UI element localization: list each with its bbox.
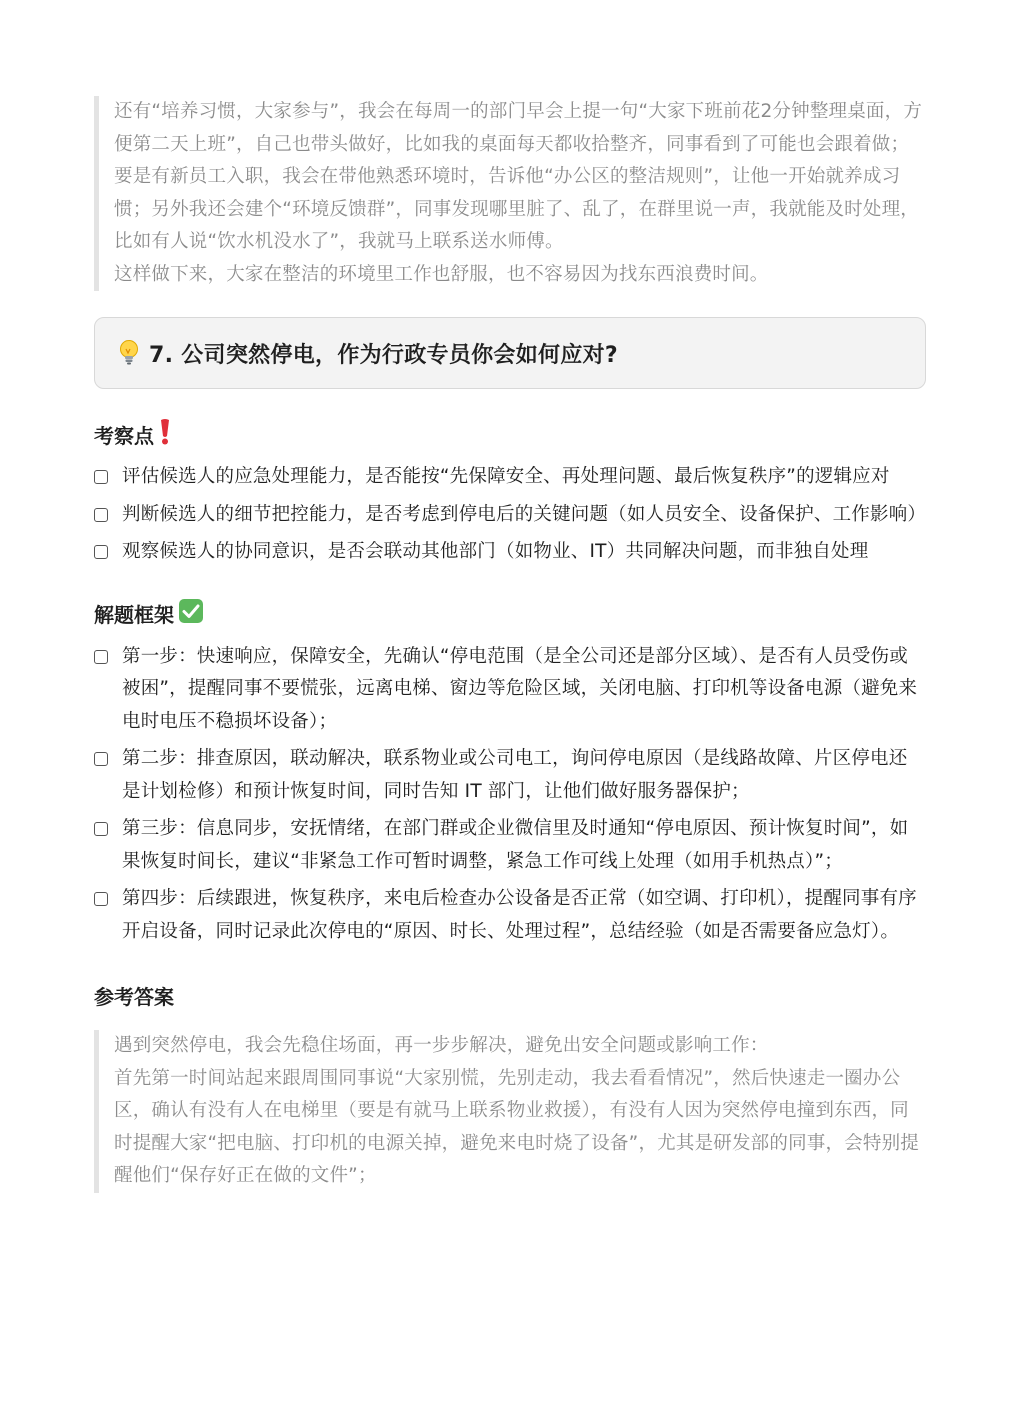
assessment-item-text: 观察候选人的协同意识，是否会联动其他部门（如物业、IT）共同解决问题，而非独自处理 [122,541,869,562]
checkbox[interactable] [94,752,108,766]
assessment-item-text: 评估候选人的应急处理能力，是否能按“先保障安全、再处理问题、最后恢复秩序”的逻辑应对 [122,466,890,487]
intro-quote-paragraph-1: 还有“培养习惯，大家参与”，我会在每周一的部门早会上提一句“大家下班前花2分钟整理桌面，方便第二天上班”，自己也带头做好，比如我的桌面每天都收拾整齐，同事看到了可能也会跟着做；要是有新员工入职，我会在带他熟悉环境时，告诉他“办公区的整洁规则”，让他一开始就养成习惯；另外我还会建个“环境反馈群”，同事发现哪里脏了、乱了，在群里说一声，我就能及时处理，比如有人说“饮水机没水了”，我就马上联系送水师傅。 [114,101,923,252]
checkbox[interactable] [94,822,108,836]
list-item [94,883,926,948]
checkbox[interactable] [94,892,108,906]
reference-paragraph-1: 遇到突然停电，我会先稳住场面，再一步步解决，避免出安全问题或影响工作： [114,1035,769,1056]
framework-item-text: 第四步：后续跟进，恢复秩序，来电后检查办公设备是否正常（如空调、打印机），提醒同事有序开启设备，同时记录此次停电的“原因、时长、处理过程”，总结经验（如是否需要备应急灯）。 [122,888,917,942]
document-page [94,96,926,1193]
reference-paragraph-2: 首先第一时间站起来跟周围同事说“大家别慌，先别走动，我去看看情况”，然后快速走一圈办公区，确认有没有人在电梯里（要是有就马上联系物业救援），有没有人因为突然停电撞到东西，同时提醒大家“把电脑、打印机的电源关掉，避免来电时烧了设备”，尤其是研发部的同事，会特别提醒他们“保存好正在做的文件”； [114,1067,919,1186]
framework-heading [94,599,926,629]
list-item [94,461,926,494]
list-item [94,813,926,878]
assessment-item-text: 判断候选人的细节把控能力，是否考虑到停电后的关键问题（如人员安全、设备保护、工作影响） [122,503,927,525]
checkbox[interactable] [94,508,108,522]
lightbulb-icon [117,338,141,368]
framework-item-text: 第一步：快速响应，保障安全，先确认“停电范围（是全公司还是部分区域）、是否有人员受伤或被困”，提醒同事不要慌张，远离电梯、窗边等危险区域，关闭电脑、打印机等设备电源（避免来电时电压不稳损坏设备）； [122,645,918,732]
checkbox[interactable] [94,650,108,664]
list-item [94,743,926,808]
check-mark-button-icon [178,598,204,629]
list-item [94,536,926,569]
list-item [94,641,926,739]
framework-item-text: 第三步：信息同步，安抚情绪，在部门群或企业微信里及时通知“停电原因、预计恢复时间”，如果恢复时间长，建议“非紧急工作可暂时调整，紧急工作可线上处理（如用手机热点）”； [122,818,909,872]
reference-heading-text: 参考答案 [94,984,174,1009]
question-title: 7. 公司突然停电，作为行政专员你会如何应对? [149,342,618,368]
reference-heading [94,980,926,1010]
checkbox[interactable] [94,545,108,559]
checkbox[interactable] [94,470,108,484]
framework-list [94,641,926,949]
list-item [94,499,926,532]
intro-quote-paragraph-2: 这样做下来，大家在整洁的环境里工作也舒服，也不容易因为找东西浪费时间。 [114,263,769,285]
question-callout [94,317,926,389]
framework-heading-text: 解题框架 [94,603,174,627]
framework-item-text: 第二步：排查原因，联动解决，联系物业或公司电工，询问停电原因（是线路故障、片区停电还是计划检修）和预计恢复时间，同时告知 IT 部门，让他们做好服务器保护； [122,748,908,802]
exclamation-mark-icon [158,418,172,451]
assessment-heading-text: 考察点 [94,423,154,448]
reference-quote [94,1030,926,1193]
intro-quote [94,96,926,291]
assessment-heading [94,419,926,449]
assessment-list [94,461,926,569]
